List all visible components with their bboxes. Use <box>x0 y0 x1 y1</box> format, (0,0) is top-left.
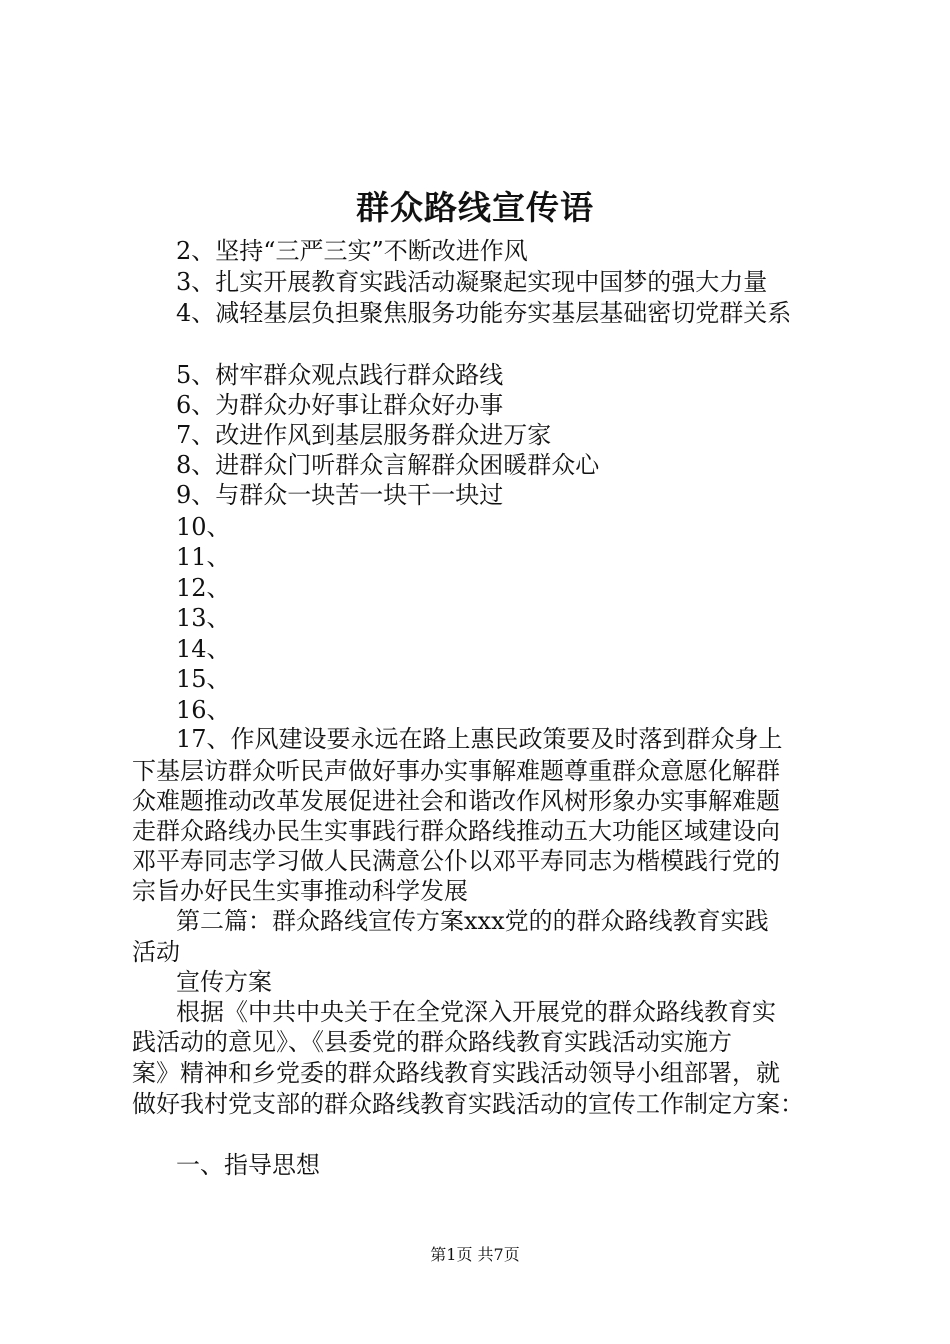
slogan-line-9: 9、与群众一块苦一块干一块过 <box>176 481 504 509</box>
section-heading: 第二篇：群众路线宣传方案xxx党的的群众路线教育实践 <box>176 907 769 935</box>
slogan-line-16: 16、 <box>176 696 231 724</box>
slogan-line-6: 6、为群众办好事让群众好办事 <box>176 391 504 419</box>
paragraph-line: 邓平寿同志学习做人民满意公仆以邓平寿同志为楷模践行党的 <box>132 847 780 875</box>
section-heading-guiding-thought: 一、指导思想 <box>176 1151 320 1179</box>
slogan-line-12: 12、 <box>176 574 231 602</box>
slogan-line-7: 7、改进作风到基层服务群众进万家 <box>176 421 552 449</box>
slogan-line-5: 5、树牢群众观点践行群众路线 <box>176 361 504 389</box>
slogan-line-11: 11、 <box>176 543 231 571</box>
paragraph-line: 案》精神和乡党委的群众路线教育实践活动领导小组部署，就 <box>132 1059 780 1087</box>
subheading: 宣传方案 <box>176 968 272 996</box>
page-footer: 第1页 共7页 <box>430 1245 520 1264</box>
slogan-line-14: 14、 <box>176 635 231 663</box>
paragraph-line: 做好我村党支部的群众路线教育实践活动的宣传工作制定方案： <box>132 1090 804 1118</box>
paragraph-line: 践活动的意见》、《县委党的群众路线教育实践活动实施方 <box>132 1028 732 1056</box>
document-title: 群众路线宣传语 <box>356 188 594 227</box>
paragraph-line: 宗旨办好民生实事推动科学发展 <box>132 877 468 905</box>
paragraph-line: 众难题推动改革发展促进社会和谐改作风树形象办实事解难题 <box>132 787 780 815</box>
slogan-line-13: 13、 <box>176 604 231 632</box>
paragraph-line: 下基层访群众听民声做好事办实事解难题尊重群众意愿化解群 <box>132 757 780 785</box>
paragraph-line: 根据《中共中央关于在全党深入开展党的群众路线教育实 <box>176 998 776 1026</box>
slogan-line-17: 17、作风建设要永远在路上惠民政策要及时落到群众身上 <box>176 725 783 753</box>
slogan-line-2: 2、坚持“三严三实”不断改进作风 <box>176 237 528 265</box>
slogan-line-10: 10、 <box>176 513 231 541</box>
slogan-line-8: 8、进群众门听群众言解群众困暖群众心 <box>176 451 600 479</box>
section-heading-cont: 活动 <box>132 938 180 966</box>
slogan-line-3: 3、扎实开展教育实践活动凝聚起实现中国梦的强大力量 <box>176 268 768 296</box>
paragraph-line: 走群众路线办民生实事践行群众路线推动五大功能区域建设向 <box>132 817 780 845</box>
slogan-line-15: 15、 <box>176 665 231 693</box>
slogan-line-4: 4、减轻基层负担聚焦服务功能夯实基层基础密切党群关系 <box>176 299 792 327</box>
